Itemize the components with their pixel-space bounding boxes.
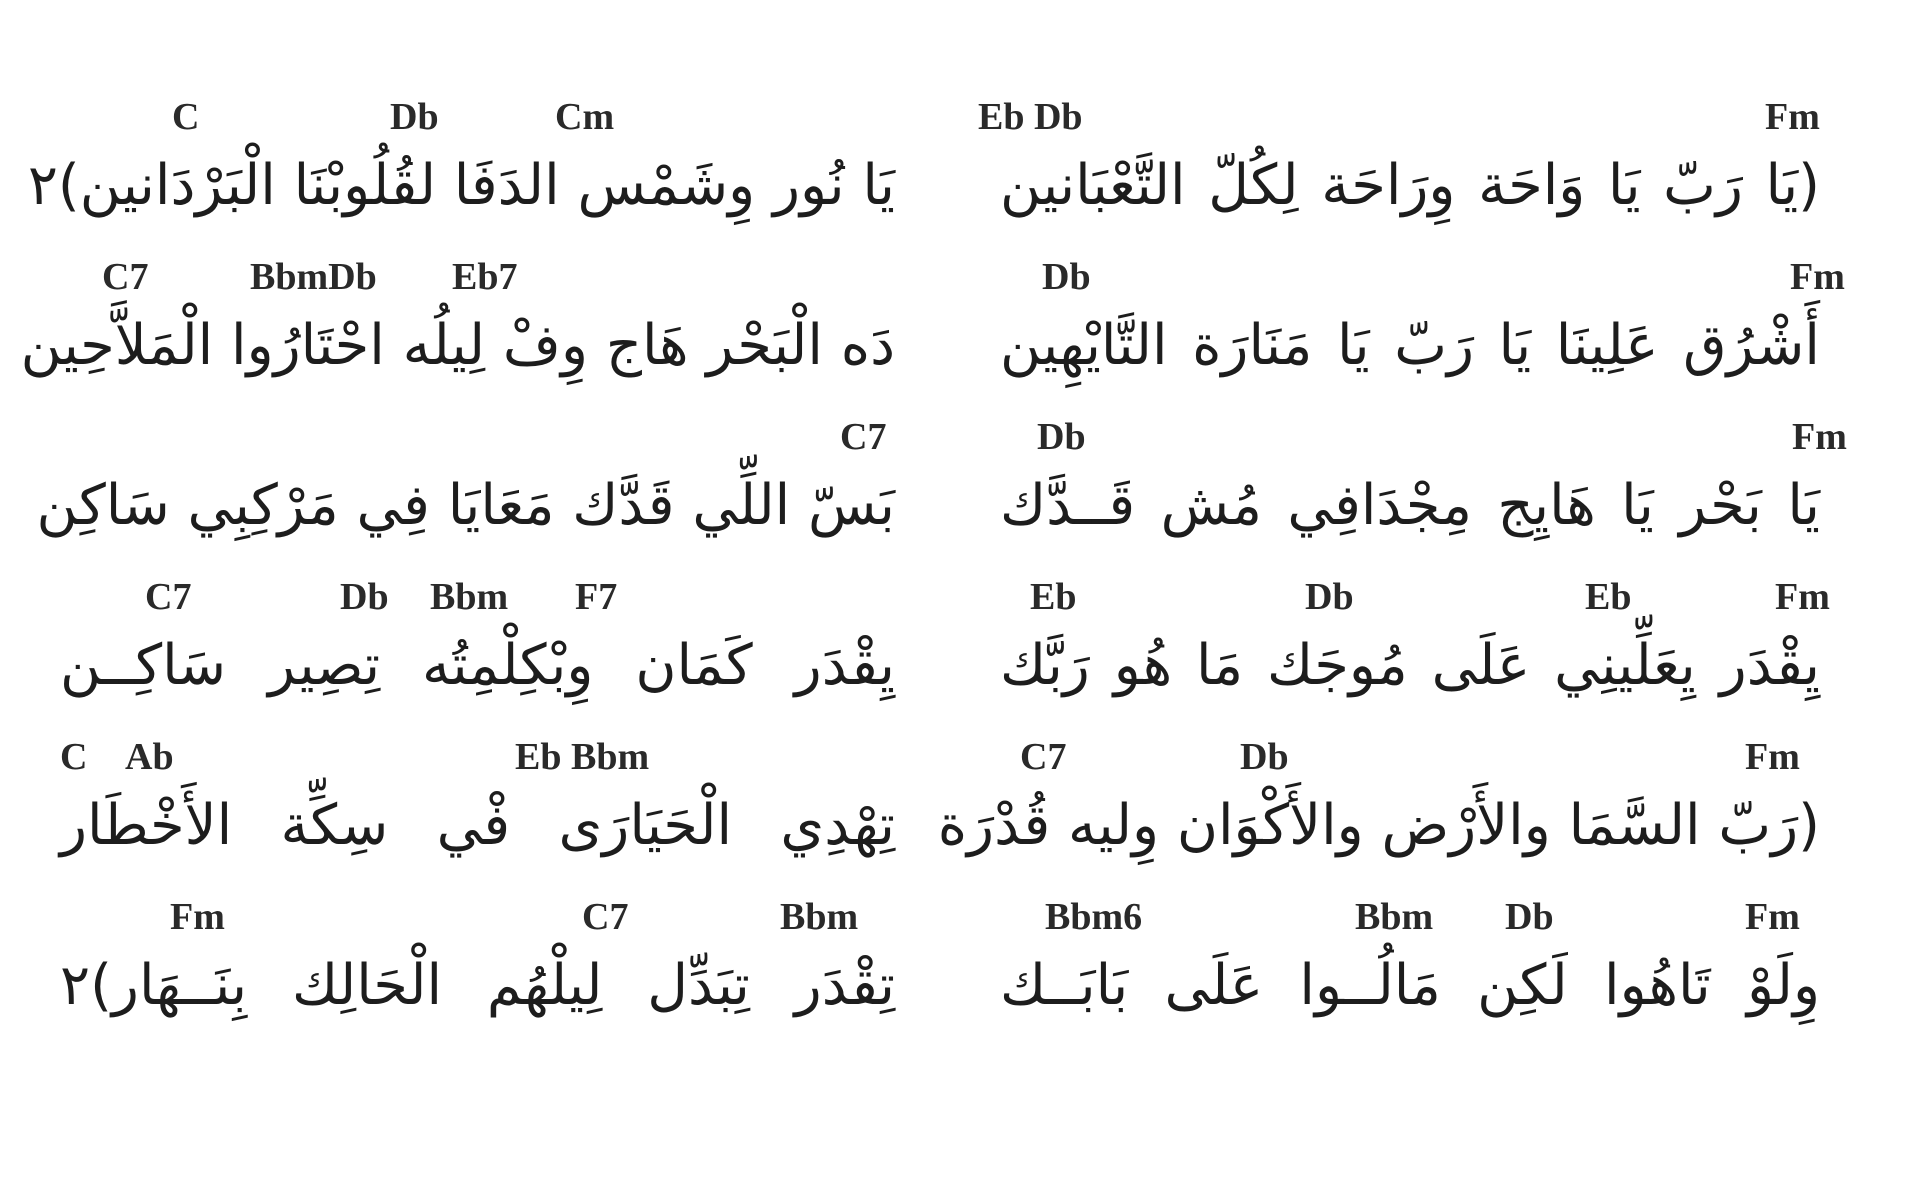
lyric-line: أَشْرُق عَلِينَا يَا رَبّ يَا مَنَارَة التَّايْهِين bbox=[1000, 313, 1820, 378]
chord-line bbox=[1000, 255, 1860, 301]
lyric-line: يَا بَحْر يَا هَايِج مِجْدَافِي مُش قَــدَّك bbox=[1000, 473, 1820, 538]
lyric-line: وِلَوْ تَاهُوا لَكِن مَالُــوا عَلَى بَابَــك bbox=[1000, 953, 1820, 1018]
chord: Db bbox=[1240, 736, 1289, 778]
chord: C7 bbox=[1020, 736, 1067, 778]
lyric-line: بَسّ اللِّي قَدَّك مَعَايَا فِي مَرْكِبِي سَاكِن bbox=[36, 473, 895, 538]
lyric-line: يِقْدَر يِعَلِّينِي عَلَى مُوجَك مَا هُو رَبَّك bbox=[1000, 633, 1820, 698]
chord: Cm bbox=[555, 96, 615, 138]
chord: Fm bbox=[1745, 896, 1800, 938]
chord: C7 bbox=[582, 896, 629, 938]
chord: Fm bbox=[170, 896, 225, 938]
chord: Db bbox=[340, 576, 389, 618]
chord: C7 bbox=[840, 416, 887, 458]
chord-line bbox=[1000, 575, 1860, 621]
chord: C bbox=[60, 736, 88, 778]
chord: Fm bbox=[1765, 96, 1820, 138]
stanza bbox=[1000, 255, 1860, 415]
stanza bbox=[36, 415, 920, 575]
stanza bbox=[60, 735, 920, 895]
chord: Bbm6 bbox=[1045, 896, 1143, 938]
chord-line bbox=[978, 95, 1860, 141]
stanza bbox=[60, 575, 920, 735]
chord-line bbox=[1000, 895, 1860, 941]
chord-line bbox=[1000, 735, 1860, 781]
lyric-line: يَا نُور وِشَمْس الدَفَا لقُلُوبْنَا الْبَرْدَانين)٢ bbox=[27, 153, 895, 218]
chord: Eb Bbm bbox=[515, 736, 650, 778]
chord: Fm bbox=[1745, 736, 1800, 778]
stanza bbox=[27, 95, 920, 255]
lyric-line: (يَا رَبّ يَا وَاحَة وِرَاحَة لِكُلّ التَّعْبَانين bbox=[1000, 153, 1820, 218]
chord-line bbox=[60, 895, 920, 941]
chord: Eb bbox=[1030, 576, 1077, 618]
chord: Bbm bbox=[430, 576, 509, 618]
chord: Db bbox=[1505, 896, 1554, 938]
left-column bbox=[20, 95, 920, 1055]
chord: Fm bbox=[1790, 256, 1845, 298]
chord: Bbm bbox=[1355, 896, 1434, 938]
stanza bbox=[60, 895, 920, 1055]
chord: Fm bbox=[1792, 416, 1847, 458]
chord: C7 bbox=[145, 576, 192, 618]
chord-line bbox=[60, 575, 920, 621]
chord-line bbox=[60, 255, 920, 301]
stanza bbox=[1000, 895, 1860, 1055]
chord: Ab bbox=[125, 736, 174, 778]
chord: Db bbox=[390, 96, 439, 138]
stanza bbox=[20, 255, 920, 415]
chord: Fm bbox=[1775, 576, 1830, 618]
stanza bbox=[978, 95, 1860, 255]
chord: BbmDb bbox=[250, 256, 377, 298]
chord-line bbox=[60, 95, 920, 141]
right-column bbox=[937, 95, 1860, 1055]
chord: Eb7 bbox=[452, 256, 518, 298]
stanza bbox=[1000, 415, 1860, 575]
chord: C7 bbox=[102, 256, 149, 298]
chord: C bbox=[172, 96, 200, 138]
chord: Bbm bbox=[780, 896, 859, 938]
chord-line bbox=[60, 735, 920, 781]
lyric-line: (رَبّ السَّمَا والأَرْض والأَكْوَان وِليه قُدْرَة bbox=[937, 793, 1820, 858]
lyric-line: يِقْدَر كَمَان وِبْكِلْمِتُه تِصِير سَاكِــن bbox=[60, 633, 895, 698]
lyric-line: تِقْدَر تِبَدِّل لِيلْهُم الْحَالِك بِنَــهَار)٢ bbox=[60, 953, 895, 1018]
stanza bbox=[937, 735, 1860, 895]
lyric-line: دَه الْبَحْر هَاج وِفْ لِيلُه احْتَارُوا الْمَلاَّحِين bbox=[20, 313, 895, 378]
stanza bbox=[1000, 575, 1860, 735]
chord: F7 bbox=[575, 576, 618, 618]
chord: Db bbox=[1042, 256, 1091, 298]
chord: Eb Db bbox=[978, 96, 1083, 138]
chord: Db bbox=[1305, 576, 1354, 618]
chord-line bbox=[1000, 415, 1860, 461]
chord: Eb bbox=[1585, 576, 1632, 618]
lyric-line: تِهْدِي الْحَيَارَى فْي سِكِّة الأَخْطَار bbox=[60, 793, 895, 858]
chord-line bbox=[60, 415, 920, 461]
chord: Db bbox=[1037, 416, 1086, 458]
